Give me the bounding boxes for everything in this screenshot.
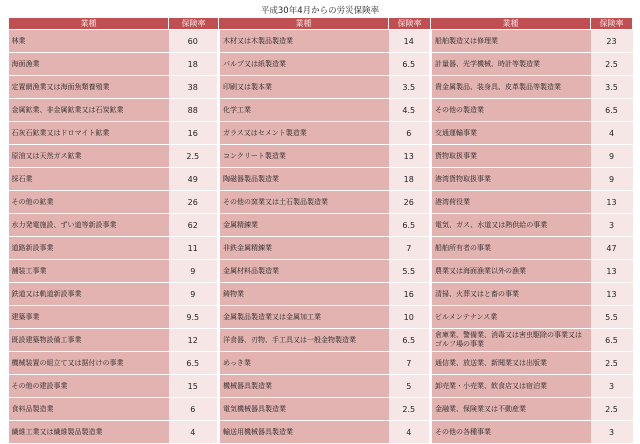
table-row [9,30,633,53]
industry-cell: 水力発電施設、ずい道等新設事業 [9,214,169,237]
table-row [9,283,633,306]
rate-cell: 4 [389,421,431,444]
rate-cell: 10 [389,306,431,329]
rate-cell: 3 [591,375,633,398]
industry-cell: 印刷又は製本業 [219,76,389,99]
industry-cell: 金融業、保険業又は不動産業 [431,398,591,421]
rate-cell: 13 [591,283,633,306]
industry-cell: 船舶製造又は修理業 [431,30,591,53]
industry-cell: 港湾荷役業 [431,191,591,214]
industry-cell: めっき業 [219,352,389,375]
industry-cell: 舗装工事業 [9,260,169,283]
rate-cell: 88 [169,99,219,122]
industry-cell: 洋食器、刃物、手工具又は一般金物製造業 [219,329,389,352]
table-row [9,306,633,329]
rate-cell: 13 [591,191,633,214]
industry-cell: その他の鉱業 [9,191,169,214]
industry-cell: 原油又は天然ガス鉱業 [9,145,169,168]
industry-cell: 木材又は木製品製造業 [219,30,389,53]
rate-cell: 26 [169,191,219,214]
rate-cell: 2.5 [591,352,633,375]
rate-cell: 26 [389,191,431,214]
rate-cell: 18 [389,168,431,191]
rate-cell: 11 [169,237,219,260]
rate-cell: 2.5 [389,398,431,421]
industry-cell: 通信業、放送業、新聞業又は出版業 [431,352,591,375]
header-rate: 保険率 [591,18,633,30]
industry-cell: 金属製品製造業又は金属加工業 [219,306,389,329]
industry-cell: 貴金属製品、装身具、皮革製品等製造業 [431,76,591,99]
industry-cell: 倉庫業、警備業、消毒又は害虫駆除の事業又はゴルフ場の事業 [431,329,591,352]
rate-cell: 6.5 [169,352,219,375]
rate-cell: 3.5 [591,76,633,99]
page-title: 平成30年4月からの労災保険率 [260,6,380,16]
rate-cell: 6.5 [591,99,633,122]
rate-cell: 12 [169,329,219,352]
rate-cell: 18 [169,53,219,76]
table-row [9,99,633,122]
industry-cell: 卸売業・小売業、飲食店又は宿泊業 [431,375,591,398]
industry-cell: コンクリート製造業 [219,145,389,168]
rate-cell: 2.5 [169,145,219,168]
table-row [9,122,633,145]
table-row [9,214,633,237]
rate-cell: 9 [169,283,219,306]
industry-cell: 道路新設事業 [9,237,169,260]
header-industry: 業種 [219,18,389,30]
table-row [9,168,633,191]
rate-cell: 60 [169,30,219,53]
industry-cell: 金属材料品製造業 [219,260,389,283]
industry-cell: その他の窯業又は土石製品製造業 [219,191,389,214]
industry-cell: 建築事業 [9,306,169,329]
industry-cell: 金属精錬業 [219,214,389,237]
rate-cell: 3 [591,214,633,237]
rate-cell: 6.5 [591,329,633,352]
rate-cell: 5.5 [591,306,633,329]
rate-cell: 6.5 [389,329,431,352]
rate-cell: 9.5 [169,306,219,329]
rate-cell: 6.5 [389,214,431,237]
industry-cell: 石灰石鉱業又はドロマイト鉱業 [9,122,169,145]
header-rate: 保険率 [389,18,431,30]
industry-cell: その他の各種事業 [431,421,591,444]
industry-cell: 船舶所有者の事業 [431,237,591,260]
industry-cell: 定置網漁業又は海面魚類養殖業 [9,76,169,99]
industry-cell: その他の建設事業 [9,375,169,398]
rate-cell: 6.5 [389,53,431,76]
industry-cell: 林業 [9,30,169,53]
table-row [9,352,633,375]
industry-cell: ビルメンテナンス業 [431,306,591,329]
rate-cell: 9 [591,145,633,168]
rate-cell: 3.5 [389,76,431,99]
rate-cell: 5.5 [389,260,431,283]
industry-cell: 鉄道又は軌道新設事業 [9,283,169,306]
rate-cell: 4.5 [389,99,431,122]
industry-cell: 金属鉱業、非金属鉱業又は石炭鉱業 [9,99,169,122]
industry-cell: 清掃、火葬又はと畜の事業 [431,283,591,306]
rate-cell: 7 [389,352,431,375]
industry-cell: 港湾貨物取扱事業 [431,168,591,191]
rate-cell: 14 [389,30,431,53]
header-rate: 保険率 [169,18,219,30]
industry-cell: 交通運輸事業 [431,122,591,145]
rate-cell: 47 [591,237,633,260]
table-row [9,76,633,99]
table-row [9,375,633,398]
rate-cell: 38 [169,76,219,99]
rate-cell: 4 [591,122,633,145]
rate-cell: 16 [389,283,431,306]
industry-cell: 海面漁業 [9,53,169,76]
rate-cell: 3 [591,421,633,444]
industry-cell: 貨物取扱事業 [431,145,591,168]
rate-cell: 9 [169,260,219,283]
rate-table [8,17,633,444]
table-row [9,191,633,214]
table-row [9,260,633,283]
table-row [9,53,633,76]
rate-cell: 49 [169,168,219,191]
industry-cell: 既設建築物設備工事業 [9,329,169,352]
industry-cell: 輸送用機械器具製造業 [219,421,389,444]
table-row [9,398,633,421]
industry-cell: 機械装置の組立て又は据付けの事業 [9,352,169,375]
table-row [9,421,633,444]
rate-cell: 13 [389,145,431,168]
rate-cell: 62 [169,214,219,237]
table-row [9,329,633,352]
industry-cell: 化学工業 [219,99,389,122]
rate-cell: 23 [591,30,633,53]
rate-cell: 5 [389,375,431,398]
rate-cell: 15 [169,375,219,398]
industry-cell: 鋳物業 [219,283,389,306]
industry-cell: ガラス又はセメント製造業 [219,122,389,145]
table-body [9,30,633,444]
header-industry: 業種 [9,18,169,30]
industry-cell: 機械器具製造業 [219,375,389,398]
header-industry: 業種 [431,18,591,30]
table-row [9,145,633,168]
industry-cell: 計量器、光学機械、時計等製造業 [431,53,591,76]
rate-cell: 16 [169,122,219,145]
industry-cell: 食料品製造業 [9,398,169,421]
industry-cell: 電気、ガス、水道又は熱供給の事業 [431,214,591,237]
rate-cell: 2.5 [591,53,633,76]
industry-cell: 採石業 [9,168,169,191]
rate-cell: 9 [591,168,633,191]
industry-cell: 農業又は海面漁業以外の漁業 [431,260,591,283]
industry-cell: 電気機械器具製造業 [219,398,389,421]
industry-cell: 陶磁器製品製造業 [219,168,389,191]
industry-cell: 繊維工業又は繊維製品製造業 [9,421,169,444]
rate-table-container [8,17,632,444]
rate-cell: 13 [591,260,633,283]
header-row [9,18,633,30]
rate-cell: 2.5 [591,398,633,421]
industry-cell: パルプ又は紙製造業 [219,53,389,76]
industry-cell: その他の製造業 [431,99,591,122]
rate-cell: 6 [389,122,431,145]
industry-cell: 非鉄金属精錬業 [219,237,389,260]
rate-cell: 7 [389,237,431,260]
rate-cell: 6 [169,398,219,421]
rate-cell: 4 [169,421,219,444]
table-row [9,237,633,260]
